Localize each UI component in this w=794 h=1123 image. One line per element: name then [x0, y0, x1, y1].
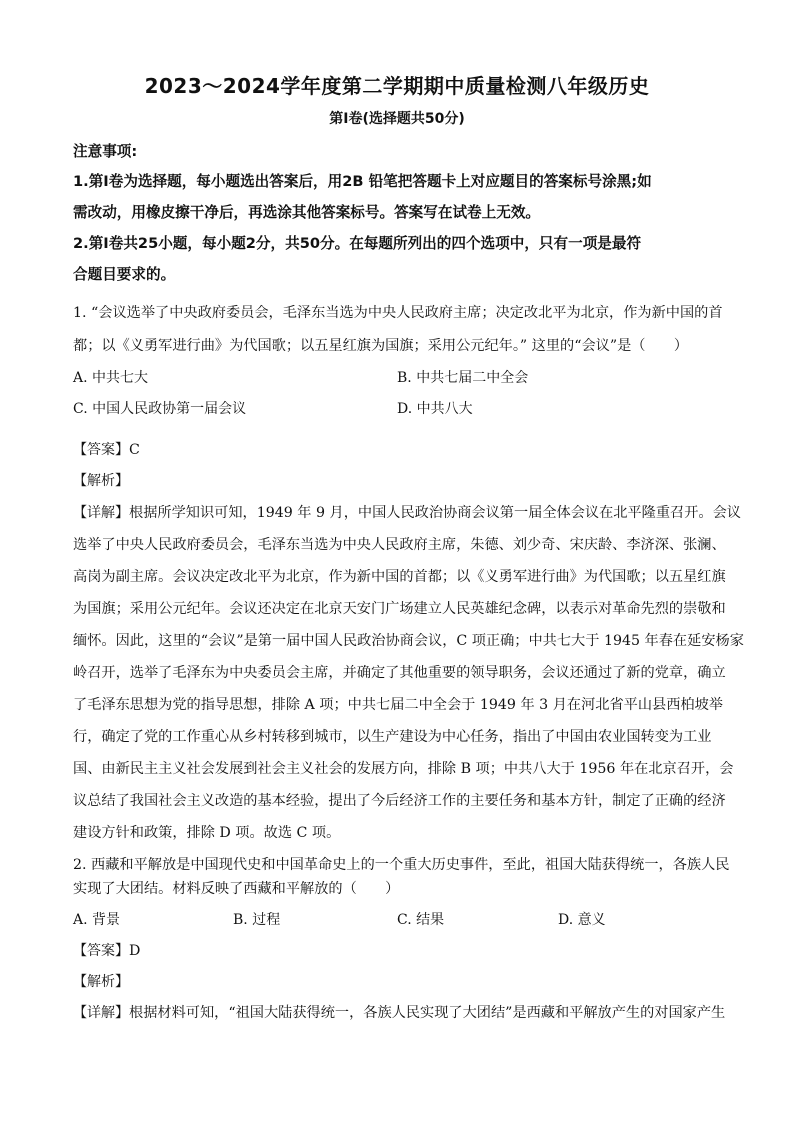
- analysis-tag: 【解析】: [73, 473, 129, 489]
- q1-answer: [73, 435, 723, 465]
- q1-detail-line: 行，确定了党的工作重心从乡村转移到城市，以生产建设为中心任务，指出了中国由农业国转变为工业: [73, 729, 712, 745]
- q2-answer: [73, 936, 723, 966]
- notice-line: 2.第Ⅰ卷共25小题，每小题2分，共50分。在每题所列出的四个选项中，只有一项是最符: [73, 235, 642, 252]
- q2-option-a: A. 背景: [73, 912, 121, 928]
- q1-detail-line: 议总结了我国社会主义改造的基本经验，提出了今后经济工作的主要任务和基本方针，制定了正确的经济: [73, 793, 726, 809]
- detail-tag: 【详解】: [73, 1005, 129, 1021]
- answer-tag: 【答案】: [73, 943, 129, 959]
- q2-option-c: C. 结果: [397, 912, 445, 928]
- q1-detail-line: 国、由新民主主义社会发展到社会主义社会的发展方向，排除 B 项；中共八大于 1956 年在北京召开，会: [73, 761, 734, 777]
- question-2-stem: 2. 西藏和平解放是中国现代史和中国革命史上的一个重大历史事件，至此，祖国大陆获得统一，各族人民: [73, 857, 730, 873]
- q2-option-b: B. 过程: [233, 912, 281, 928]
- notice-line: 1.第Ⅰ卷为选择题，每小题选出答案后，用2B 铅笔把答题卡上对应题目的答案标号涂黑;如: [73, 173, 652, 190]
- q1-detail-line: 岭召开，选举了毛泽东为中央委员会主席，并确定了其他重要的领导职务，会议还通过了新的党章，确立: [73, 665, 726, 681]
- q1-analysis-tag: [73, 466, 723, 496]
- q1-option-d: D. 中共八大: [397, 401, 473, 417]
- answer-tag: 【答案】: [73, 442, 129, 458]
- q1-option-a: A. 中共七大: [73, 370, 149, 386]
- q2-option-d: D. 意义: [558, 912, 606, 928]
- q2-analysis-tag: [73, 967, 723, 997]
- page-title: 2023～2024学年度第二学期期中质量检测八年级历史: [144, 74, 650, 98]
- notice-line: 合题目要求的。: [73, 266, 176, 283]
- q1-detail-line: 建设方针和政策，排除 D 项。故选 C 项。: [73, 825, 341, 841]
- q1-detail-line: 选举了中央人民政府委员会，毛泽东当选为中央人民政府主席，朱德、刘少奇、宋庆龄、李济深、张澜、: [73, 537, 726, 553]
- q1-option-c: C. 中国人民政协第一届会议: [73, 401, 247, 417]
- q2-detail-line: [73, 998, 726, 1028]
- detail-text: 根据材料可知，“祖国大陆获得统一，各族人民实现了大团结”是西藏和平解放产生的对国家产生: [129, 1005, 726, 1021]
- detail-text: 根据所学知识可知，1949 年 9 月，中国人民政治协商会议第一届全体会议在北平隆重召开。会议: [129, 505, 741, 521]
- q1-detail-line: 高岗为副主席。会议决定改北平为北京，作为新中国的首都；以《义勇军进行曲》为代国歌；以五星红旗: [73, 569, 726, 585]
- question-2-stem: 实现了大团结。材料反映了西藏和平解放的（ ）: [73, 881, 400, 897]
- q1-detail-line: 了毛泽东思想为党的指导思想，排除 A 项；中共七届二中全会于 1949 年 3 月在河北省平山县西柏坡举: [73, 697, 723, 713]
- notice-line: 需改动，用橡皮擦干净后，再选涂其他答案标号。答案写在试卷上无效。: [73, 204, 541, 221]
- q1-detail-line: 为国旗；采用公元纪年。会议还决定在北京天安门广场建立人民英雄纪念碑，以表示对革命先烈的崇敬和: [73, 601, 726, 617]
- notice-heading: 注意事项:: [73, 143, 138, 160]
- answer-value: D: [129, 943, 141, 959]
- analysis-tag: 【解析】: [73, 974, 129, 990]
- q1-detail-line: 缅怀。因此，这里的“会议”是第一届中国人民政治协商会议，C 项正确；中共七大于 1945 年春在延安杨家: [73, 633, 744, 649]
- q1-detail-line: [73, 498, 741, 528]
- question-1-stem: 1. “会议选举了中央政府委员会，毛泽东当选为中央人民政府主席；决定改北平为北京，作为新中国的首: [73, 305, 723, 321]
- answer-value: C: [129, 442, 140, 458]
- q1-option-b: B. 中共七届二中全会: [397, 370, 529, 386]
- section-subtitle: 第Ⅰ卷(选择题共50分): [329, 111, 465, 127]
- detail-tag: 【详解】: [73, 505, 129, 521]
- question-1-stem: 都；以《义勇军进行曲》为代国歌；以五星红旗为国旗；采用公元纪年。” 这里的“会议”是（ ）: [73, 338, 689, 354]
